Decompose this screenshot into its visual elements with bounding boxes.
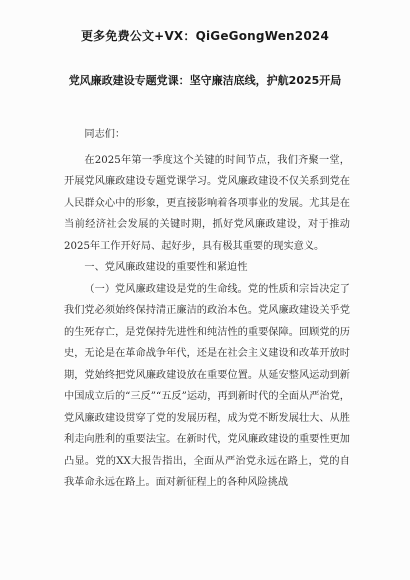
document-body [64,124,350,494]
paragraph-section-1-1: （一）党风廉政建设是党的生命线。党的性质和宗旨决定了我们党必须始终保持清正廉洁的政治本色。党风廉政建设关乎党的生死存亡，是党保持先进性和纯洁性的重要保障。回顾党的历史，无论是在革命战争年代，还是在社会主义建设和改革开放时期，党始终把党风廉政建设放在重要位置。从延安整风运动到新中国成立后的“三反”“五反”运动，再到新时代的全面从严治党，党风廉政建设贯穿了党的发展历程，成为党不断发展壮大、从胜利走向胜利的重要法宝。在新时代，党风廉政建设的重要性更加凸显。党的XX大报告指出，全面从严治党永远在路上，党的自我革命永远在路上。面对新征程上的各种风险挑战 [64,283,350,488]
document-title: 党风廉政建设专题党课：坚守廉洁底线，护航2025开局 [68,74,342,87]
salutation: 同志们： [84,129,126,140]
promo-banner: 更多免费公文+VX：QiGeGongWen2024 [80,29,329,43]
paragraph-intro: 在2025年第一季度这个关键的时间节点，我们齐聚一堂，开展党风廉政建设专题党课学习。党风廉政建设不仅关系到党在人民群众心中的形象，更直接影响着各项事业的发展。尤其是在当前经济社会发展的关键时期，抓好党风廉政建设，对于推动2025年工作开好局、起好步，具有极其重要的现实意义。 [64,154,350,252]
section-heading-1: 一、党风廉政建设的重要性和紧迫性 [84,262,248,273]
